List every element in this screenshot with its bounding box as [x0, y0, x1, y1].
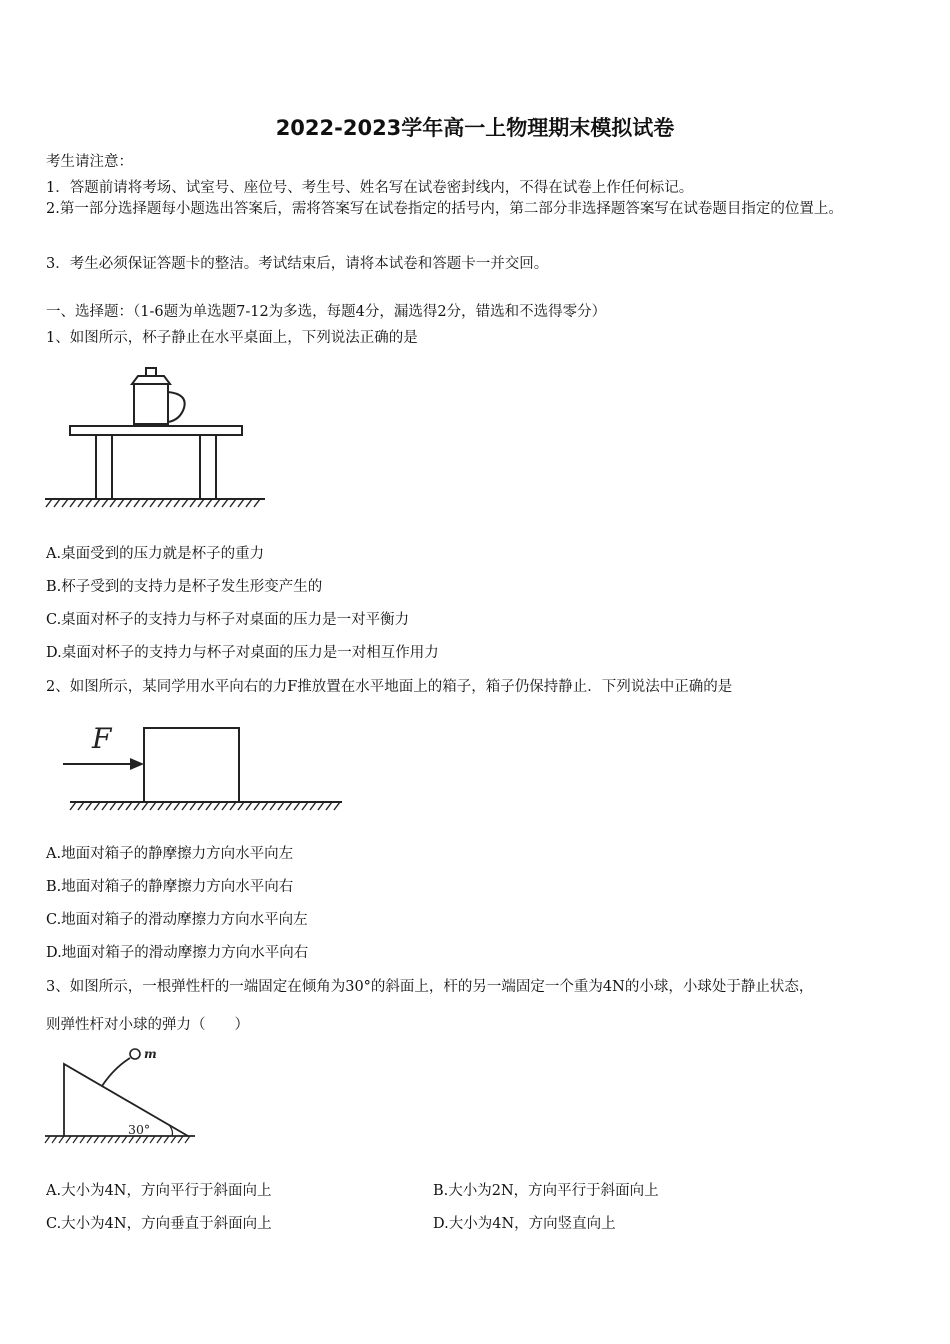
notice-item-2: 2.第一部分选择题每小题选出答案后，需将答案写在试卷指定的括号内，第二部分非选择题答案写在试卷题目指定的位置上。: [46, 201, 843, 217]
notice-item-1: 1．答题前请将考场、试室号、座位号、考生号、姓名写在试卷密封线内，不得在试卷上作任何标记。: [46, 180, 694, 196]
question-2-option-d: D.地面对箱子的滑动摩擦力方向水平向右: [46, 945, 309, 961]
question-3-option-b: B.大小为2N，方向平行于斜面向上: [433, 1183, 659, 1199]
angle-label: 30°: [128, 1122, 151, 1137]
ball: [130, 1049, 140, 1059]
mass-label: m: [144, 1047, 157, 1061]
question-1-option-c: C.桌面对杯子的支持力与杯子对桌面的压力是一对平衡力: [46, 612, 410, 628]
force-label: F: [92, 722, 112, 755]
cup-lid-knob: [146, 368, 156, 376]
table-top: [70, 426, 242, 435]
question-3-stem: 3、如图所示，一根弹性杆的一端固定在倾角为30°的斜面上，杆的另一端固定一个重为4N的小球，小球处于静止状态，: [46, 979, 814, 995]
question-3-option-a: A.大小为4N，方向平行于斜面向上: [46, 1183, 272, 1199]
question-2-option-c: C.地面对箱子的滑动摩擦力方向水平向左: [46, 912, 308, 928]
ground-hatching: [46, 499, 260, 507]
box: [144, 728, 239, 802]
question-1-option-b: B.杯子受到的支持力是杯子发生形变产生的: [46, 579, 323, 595]
cup-body: [134, 384, 168, 424]
elastic-rod: [102, 1058, 130, 1086]
question-1-option-d: D.桌面对杯子的支持力与杯子对桌面的压力是一对相互作用力: [46, 645, 439, 661]
question-2-option-a: A.地面对箱子的静摩擦力方向水平向左: [46, 846, 294, 862]
cup-lid: [132, 376, 170, 384]
section-heading: 一、选择题：（1-6题为单选题7-12为多选，每题4分，漏选得2分，错选和不选得零分）: [46, 304, 607, 320]
question-1-option-a: A.桌面受到的压力就是杯子的重力: [46, 546, 265, 562]
notice-heading: 考生请注意：: [46, 154, 133, 170]
notice-item-3: 3．考生必须保证答题卡的整洁。考试结束后，请将本试卷和答题卡一并交回。: [46, 256, 549, 272]
exam-title: 2022-2023学年高一上物理期末模拟试卷: [275, 116, 675, 140]
cup-handle: [168, 392, 185, 422]
ground-hatching: [70, 802, 340, 810]
question-3-option-d: D.大小为4N，方向竖直向上: [433, 1216, 616, 1232]
cup-on-table-figure: [40, 362, 270, 517]
question-3-option-c: C.大小为4N，方向垂直于斜面向上: [46, 1216, 272, 1232]
question-1-stem: 1、如图所示，杯子静止在水平桌面上，下列说法正确的是: [46, 330, 418, 346]
box-push-figure: [58, 718, 348, 818]
question-2-stem: 2、如图所示，某同学用水平向右的力F推放置在水平地面上的箱子，箱子仍保持静止．下列说法中正确的是: [46, 679, 733, 695]
ground-hatching: [45, 1136, 190, 1143]
incline-rod-figure: [40, 1040, 200, 1150]
question-2-option-b: B.地面对箱子的静摩擦力方向水平向右: [46, 879, 294, 895]
question-3-stem-continued: 则弹性杆对小球的弹力（ ）: [46, 1017, 249, 1033]
table-legs: [96, 435, 216, 499]
force-arrowhead: [130, 758, 144, 770]
